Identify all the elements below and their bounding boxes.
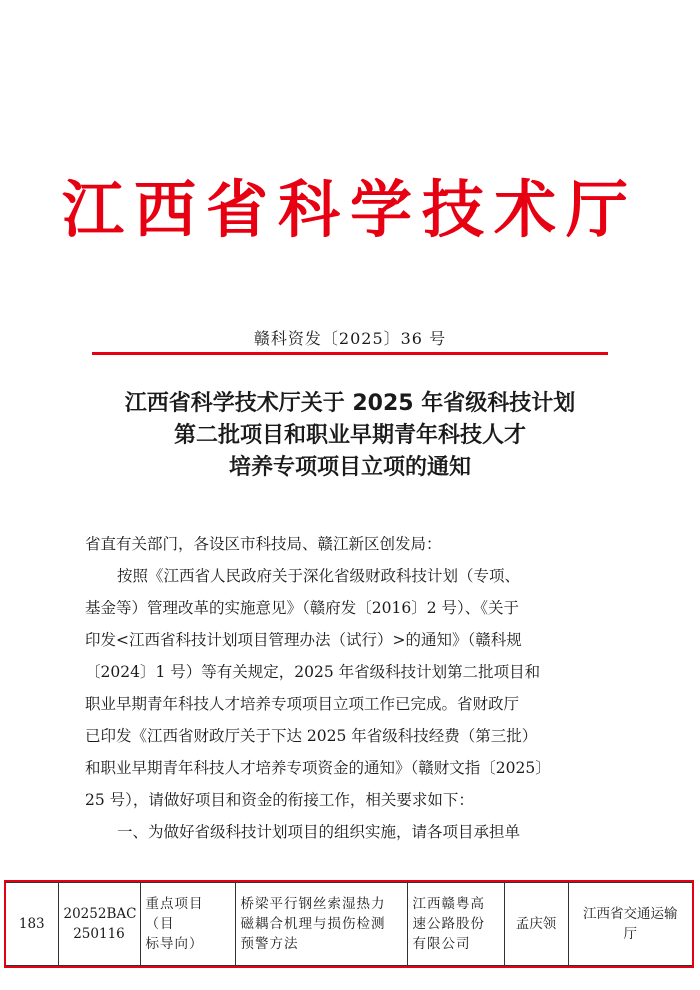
cell-department — [568, 883, 692, 966]
document-title — [0, 388, 700, 484]
cell-line: 厅 — [623, 926, 637, 942]
cell-line: 标导向） — [145, 936, 204, 952]
cell-undertaking-unit — [407, 883, 504, 966]
body-line: 职业早期青年科技人才培养专项项目立项工作已完成。省财政厅 — [85, 695, 520, 713]
document-body — [85, 528, 625, 848]
document-number: 赣科资发〔2025〕36 号 — [253, 329, 447, 348]
cell-line: 20252BAC — [63, 906, 137, 922]
cell-line: 桥梁平行钢丝索湿热力 — [240, 896, 386, 912]
project-table — [6, 882, 692, 966]
cell-index: 183 — [6, 883, 58, 966]
body-line: 按照《江西省人民政府关于深化省级财政科技计划（专项、 — [117, 567, 521, 585]
body-line: 和职业早期青年科技人才培养专项资金的通知》（赣财文指〔2025〕 — [85, 759, 551, 777]
cell-line: 江西省交通运输 — [583, 906, 678, 922]
table-row — [6, 883, 692, 966]
body-line: 印发<江西省科技计划项目管理办法（试行）>的通知》（赣科规 — [85, 631, 522, 649]
cell-line: 预警方法 — [240, 936, 299, 952]
section-one-line: 一、为做好省级科技计划项目的组织实施，请各项目承担单 — [117, 823, 521, 841]
cell-category — [140, 883, 235, 966]
body-line: 〔2024〕1 号）等有关规定，2025 年省级科技计划第二批项目和 — [85, 663, 541, 681]
cell-line: 磁耦合机理与损伤检测 — [240, 916, 386, 932]
cell-project-number — [58, 883, 140, 966]
title-line: 江西省科学技术厅关于 2025 年省级科技计划 — [124, 391, 576, 416]
addressee: 省直有关部门，各设区市科技局、赣江新区创发局： — [85, 535, 442, 553]
body-line: 25 号），请做好项目和资金的衔接工作，相关要求如下： — [85, 791, 474, 809]
issuing-organization-header: 江西省科学技术厅 — [61, 173, 638, 246]
body-line: 已印发《江西省财政厅关于下达 2025 年省级科技经费（第三批） — [85, 727, 538, 745]
cell-line: 250116 — [73, 926, 125, 942]
cell-project-name — [235, 883, 407, 966]
title-line: 第二批项目和职业早期青年科技人才 — [173, 423, 526, 448]
title-line: 培养专项项目立项的通知 — [228, 455, 471, 480]
cell-leader: 孟庆领 — [504, 883, 568, 966]
highlighted-project-row — [4, 880, 694, 968]
cell-line: 江西赣粤高 — [412, 896, 485, 912]
cell-line: 有限公司 — [412, 936, 471, 952]
cell-line: 速公路股份 — [412, 916, 485, 932]
body-line: 基金等）管理改革的实施意见》（赣府发〔2016〕2 号）、《关于 — [85, 599, 519, 617]
cell-line: 重点项目（目 — [145, 896, 204, 932]
red-divider-line — [92, 352, 608, 355]
